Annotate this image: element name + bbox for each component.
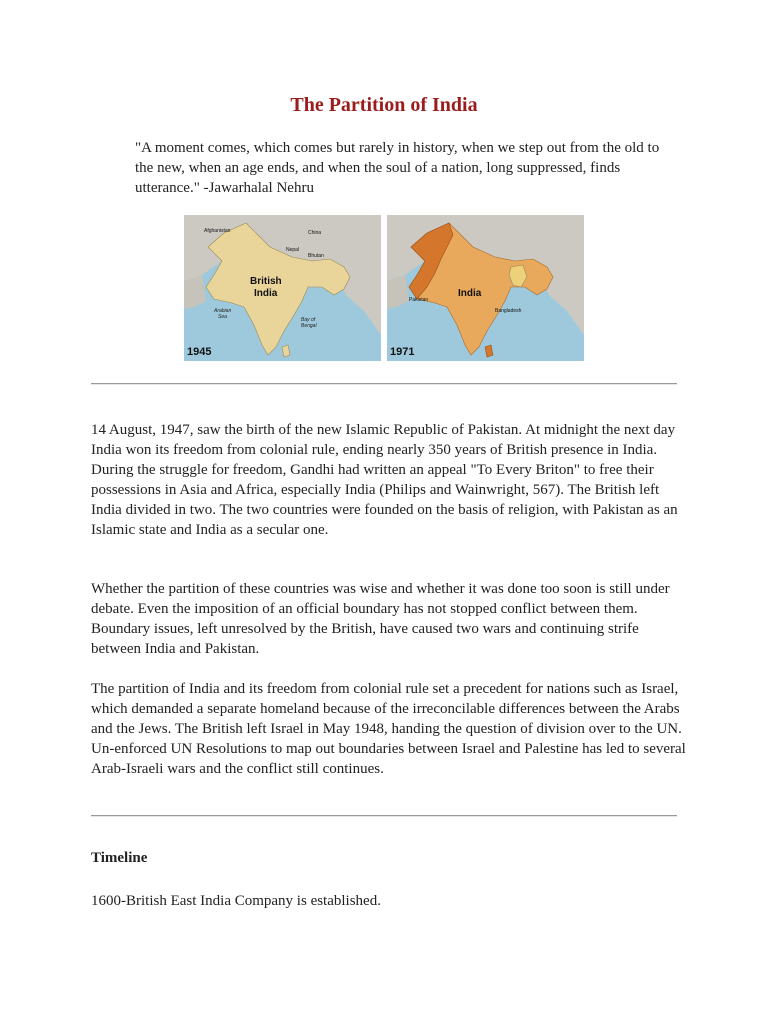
timeline-entry: 1600-British East India Company is established. (91, 893, 381, 909)
map-label-india: India (254, 288, 278, 299)
map-label-sea: Sea (218, 314, 227, 320)
paragraph-partition-debate: Whether the partition of these countries was wise and whether it was done too soon is still under debate. Even the imposition of an official boundary has not stopped conflict between them. Boundary issues, left unresolved by the British, have caused two wars and continuing strife between India and Pakistan. (91, 581, 670, 657)
map-1971 (387, 215, 584, 361)
map-label-bengal: Bengal (301, 323, 317, 329)
map-label-afghanistan: Afghanistan (204, 228, 231, 234)
map-label-bay-of: Bay of (301, 317, 316, 323)
map-year-1971: 1971 (390, 346, 415, 358)
nehru-quote: "A moment comes, which comes but rarely in history, when we step out from the old to the new, when an age ends, and when the soul of a nation, long suppressed, finds utterance." -Jawarhalal Nehru (135, 140, 660, 196)
map-label-nepal: Nepal (286, 247, 300, 253)
map-1945 (184, 215, 381, 361)
timeline-heading: Timeline (91, 850, 148, 866)
horizontal-divider (91, 815, 677, 817)
map-label-bangladesh: Bangladesh (495, 308, 522, 314)
map-label-china: China (308, 230, 322, 236)
paragraph-partition-precedent: The partition of India and its freedom from colonial rule set a precedent for nations such as Israel, which demanded a separate homeland because of the irreconcilable differences between the Arabs and the Jews. The British left Israel in May 1948, handing the question of division over to the UN. Un-enforced UN Resolutions to map out boundaries between Israel and Palestine has led to several Arab-Israeli wars and the conflict still continues. (91, 681, 686, 777)
paragraph-partition-intro: 14 August, 1947, saw the birth of the new Islamic Republic of Pakistan. At midnight the next day India won its freedom from colonial rule, ending nearly 350 years of British presence in India. During the struggle for freedom, Gandhi had written an appeal "To Every Briton" to free their possessions in Asia and Africa, especially India (Philips and Wainwright, 567). The British left India divided in two. The two countries were founded on the basis of religion, with Pakistan as an Islamic state and India as a secular one. (91, 422, 678, 538)
map-label-pakistan: Pakistan (409, 297, 429, 303)
page-title: The Partition of India (290, 94, 478, 116)
map-label-arabian: Arabian (214, 308, 232, 314)
map-label-british: British (250, 276, 282, 287)
map-label-india-1971: India (458, 288, 482, 299)
map-label-bhutan: Bhutan (308, 253, 324, 259)
map-1971-image (387, 215, 584, 361)
horizontal-divider (91, 383, 677, 385)
map-year-1945: 1945 (187, 346, 212, 358)
map-1945-image (184, 215, 381, 361)
map-figures (0, 215, 768, 363)
